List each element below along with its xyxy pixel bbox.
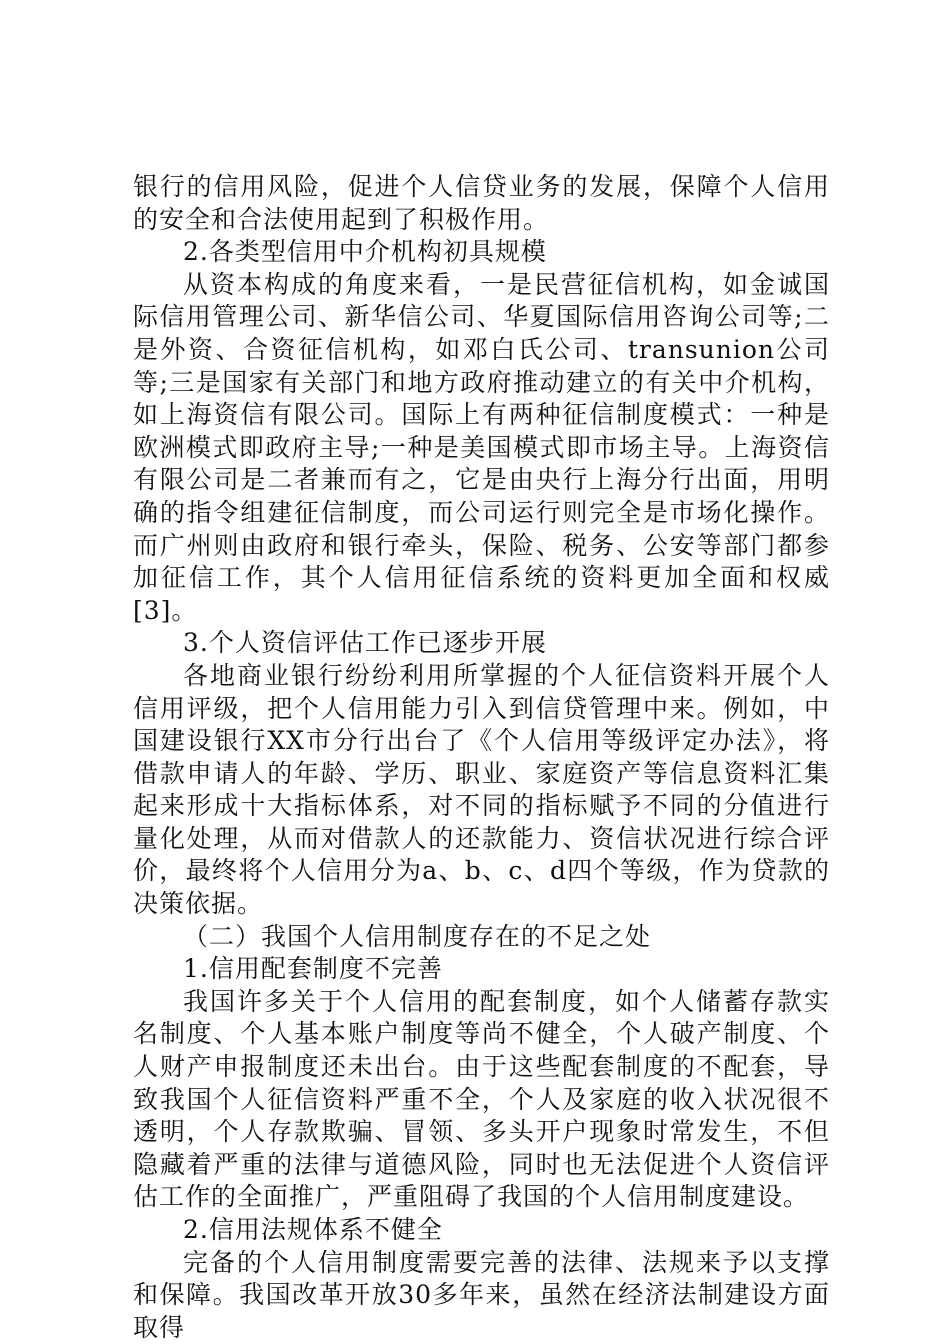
- section-heading-3: 3.个人资信评估工作已逐步开展: [183, 628, 547, 658]
- paragraph-supporting-systems: 我国许多关于个人信用的配套制度，如个人储蓄存款实名制度、个人基本账户制度等尚不健全，个人破产制度、个人财产申报制度还未出台。由于这些配套制度的不配套，导致我国个人征信资料严重不全，个人及家庭的收入状况很不透明，个人存款欺骗、冒领、多头开户现象时常发生，不但隐藏着严重的法律与道德风险，同时也无法促进个人资信评估工作的全面推广，严重阻碍了我国的个人信用制度建设。: [133, 986, 830, 1212]
- section-heading-2: 2.各类型信用中介机构初具规模: [183, 237, 547, 267]
- document-page: [133, 171, 830, 1344]
- paragraph-legal-framework: 完备的个人信用制度需要完善的法律、法规来予以支撑和保障。我国改革开放30多年来，虽然在经济法制建设方面取得: [133, 1247, 830, 1342]
- section-heading-1: 1.信用配套制度不完善: [183, 954, 443, 984]
- chapter-heading-shortcomings: （二）我国个人信用制度存在的不足之处: [183, 921, 652, 951]
- paragraph-credit-rating: 各地商业银行纷纷利用所掌握的个人征信资料开展个人信用评级，把个人信用能力引入到信贷管理中来。例如，中国建设银行XX市分行出台了《个人信用等级评定办法》，将借款申请人的年龄、学历、职业、家庭资产等信息资料汇集起来形成十大指标体系，对不同的指标赋予不同的分值进行量化处理，从而对借款人的还款能力、资信状况进行综合评价，最终将个人信用分为a、b、c、d四个等级，作为贷款的决策依据。: [133, 660, 830, 919]
- section-heading-2-laws: 2.信用法规体系不健全: [183, 1215, 443, 1244]
- paragraph-continuation: 银行的信用风险，促进个人信贷业务的发展，保障个人信用的安全和合法使用起到了积极作用。: [133, 172, 830, 234]
- paragraph-agencies: 从资本构成的角度来看，一是民营征信机构，如金诚国际信用管理公司、新华信公司、华夏国际信用咨询公司等;二是外资、合资征信机构，如邓白氏公司、transunion公司等;三是国家有关部门和地方政府推动建立的有关中介机构，如上海资信有限公司。国际上有两种征信制度模式：一种是欧洲模式即政府主导;一种是美国模式即市场主导。上海资信有限公司是二者兼而有之，它是由央行上海分行出面，用明确的指令组建征信制度，而公司运行则完全是市场化操作。而广州则由政府和银行牵头，保险、税务、公安等部门都参加征信工作，其个人信用征信系统的资料更加全面和权威[3]。: [133, 269, 830, 625]
